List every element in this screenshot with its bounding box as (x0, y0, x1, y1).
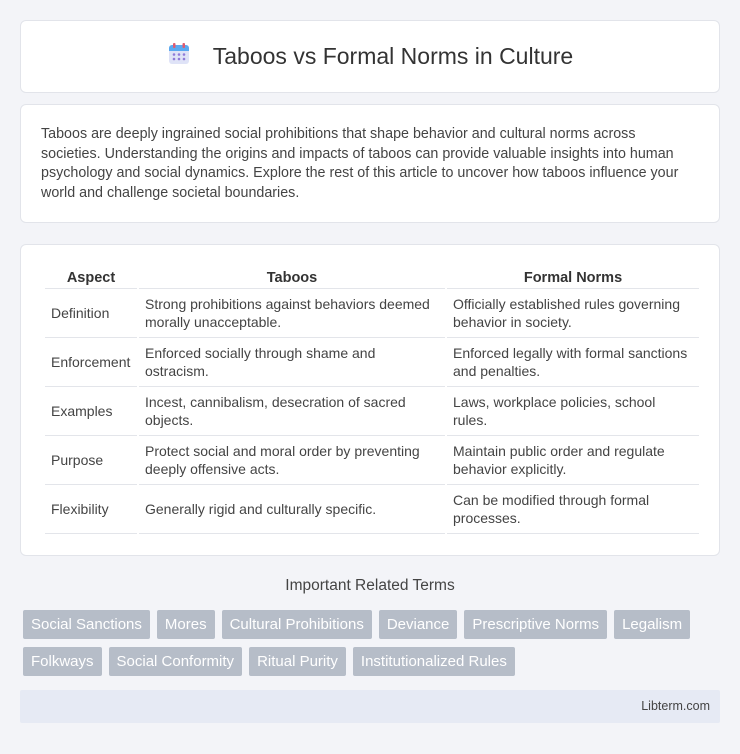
intro-paragraph: Taboos are deeply ingrained social prohibitions that shape behavior and cultural norms across societies. Understanding the origins and impacts of taboos can provide valuable insights into human psychology and social dynamics. Explore the rest of this article to uncover how taboos influence your world and challenge societal boundaries. (41, 126, 679, 201)
row-aspect: Purpose (45, 436, 137, 485)
page-title: Taboos vs Formal Norms in Culture (212, 43, 574, 69)
related-terms-list (23, 610, 723, 676)
tag-folkways[interactable]: Folkways (23, 647, 102, 676)
table-row (45, 485, 699, 534)
tag-cultural-prohibitions[interactable]: Cultural Prohibitions (222, 610, 372, 639)
header-formal-norms: Formal Norms (447, 267, 699, 289)
row-aspect: Examples (45, 387, 137, 436)
tag-social-conformity[interactable]: Social Conformity (109, 647, 243, 676)
title-card (20, 20, 720, 93)
row-taboos: Enforced socially through shame and ostracism. (139, 338, 445, 387)
tag-institutionalized-rules[interactable]: Institutionalized Rules (353, 647, 515, 676)
intro-card (20, 104, 720, 223)
tag-mores[interactable]: Mores (157, 610, 215, 639)
table-row (45, 436, 699, 485)
row-aspect: Flexibility (45, 485, 137, 534)
row-formal-norms: Officially established rules governing behavior in society. (447, 289, 699, 338)
comparison-table-card (20, 244, 720, 556)
footer (20, 690, 720, 723)
footer-site-link[interactable]: Libterm.com (641, 699, 710, 713)
row-formal-norms: Laws, workplace policies, school rules. (447, 387, 699, 436)
tag-ritual-purity[interactable]: Ritual Purity (249, 647, 346, 676)
row-aspect: Enforcement (45, 338, 137, 387)
header-taboos: Taboos (139, 267, 445, 289)
row-aspect: Definition (45, 289, 137, 338)
tag-legalism[interactable]: Legalism (614, 610, 690, 639)
table-row (45, 338, 699, 387)
row-formal-norms: Enforced legally with formal sanctions and penalties. (447, 338, 699, 387)
row-taboos: Protect social and moral order by preventing deeply offensive acts. (139, 436, 445, 485)
tag-deviance[interactable]: Deviance (379, 610, 458, 639)
row-formal-norms: Maintain public order and regulate behavior explicitly. (447, 436, 699, 485)
table-row (45, 387, 699, 436)
comparison-table (43, 267, 701, 534)
tag-social-sanctions[interactable]: Social Sanctions (23, 610, 150, 639)
related-terms-heading: Important Related Terms (285, 577, 455, 594)
calendar-icon (167, 42, 191, 71)
row-taboos: Generally rigid and culturally specific. (139, 485, 445, 534)
row-formal-norms: Can be modified through formal processes. (447, 485, 699, 534)
row-taboos: Strong prohibitions against behaviors deemed morally unacceptable. (139, 289, 445, 338)
row-taboos: Incest, cannibalism, desecration of sacred objects. (139, 387, 445, 436)
table-header-row (45, 267, 699, 289)
header-aspect: Aspect (45, 267, 137, 289)
table-row (45, 289, 699, 338)
tag-prescriptive-norms[interactable]: Prescriptive Norms (464, 610, 607, 639)
